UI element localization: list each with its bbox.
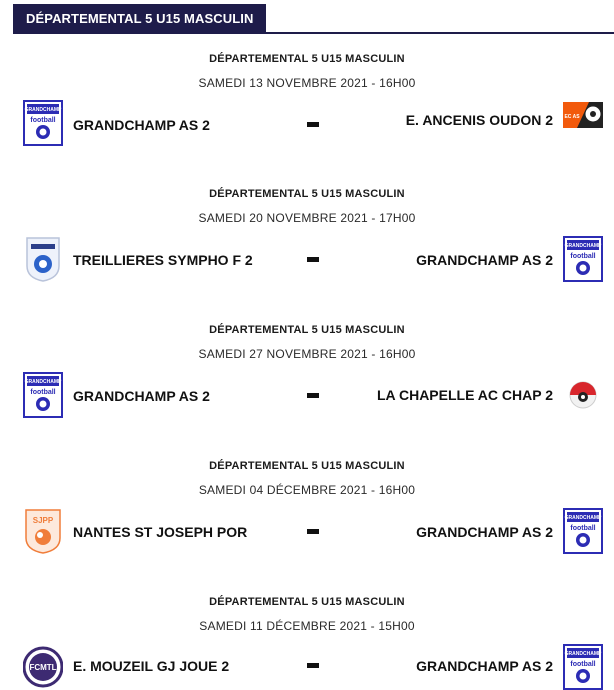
match-card[interactable] (0, 188, 614, 308)
home-team-name[interactable]: E. MOUZEIL GJ JOUE 2 (73, 658, 230, 674)
away-team-name[interactable]: GRANDCHAMP AS 2 (416, 252, 553, 268)
match-card[interactable] (0, 460, 614, 580)
fcmtl-logo-icon (23, 646, 63, 688)
match-datetime: SAMEDI 04 DÉCEMBRE 2021 - 16H00 (198, 483, 416, 497)
match-competition: DÉPARTEMENTAL 5 U15 MASCULIN (209, 596, 405, 608)
home-team-name[interactable]: GRANDCHAMP AS 2 (73, 117, 210, 133)
score-separator (307, 122, 319, 127)
score-separator (307, 257, 319, 262)
ancenis-logo-icon (563, 100, 603, 130)
home-team-name[interactable]: GRANDCHAMP AS 2 (73, 388, 210, 404)
match-competition: DÉPARTEMENTAL 5 U15 MASCULIN (209, 460, 405, 472)
match-card[interactable] (0, 53, 614, 173)
match-competition: DÉPARTEMENTAL 5 U15 MASCULIN (209, 188, 405, 200)
score-separator (307, 393, 319, 398)
la-chapelle-logo-icon (563, 379, 603, 411)
match-datetime: SAMEDI 20 NOVEMBRE 2021 - 17H00 (198, 211, 416, 225)
grandchamp-logo-icon (563, 508, 603, 554)
score-separator (307, 663, 319, 668)
home-team-name[interactable]: NANTES ST JOSEPH POR (73, 524, 248, 540)
match-competition: DÉPARTEMENTAL 5 U15 MASCULIN (209, 53, 405, 65)
logo-text: GRANDCHAMP (24, 107, 62, 113)
grandchamp-logo-icon (563, 236, 603, 282)
section-divider (13, 32, 614, 34)
grandchamp-logo-icon (563, 644, 603, 690)
logo-text: GRANDCHAMP (24, 379, 62, 385)
match-datetime: SAMEDI 11 DÉCEMBRE 2021 - 15H00 (199, 619, 415, 633)
logo-text: SJPP (32, 516, 54, 525)
match-competition: DÉPARTEMENTAL 5 U15 MASCULIN (209, 324, 405, 336)
grandchamp-logo-icon (23, 372, 63, 418)
away-team-name[interactable]: GRANDCHAMP AS 2 (416, 658, 553, 674)
score-separator (307, 529, 319, 534)
match-card[interactable] (0, 596, 614, 690)
match-card[interactable] (0, 324, 614, 444)
logo-text: EC AS (564, 114, 580, 120)
section-title: DÉPARTEMENTAL 5 U15 MASCULIN (13, 4, 266, 34)
match-datetime: SAMEDI 27 NOVEMBRE 2021 - 16H00 (198, 347, 416, 361)
treillieres-logo-icon (23, 236, 63, 282)
logo-text: football (30, 117, 56, 124)
logo-text: football (30, 389, 56, 396)
logo-text: football (570, 525, 596, 532)
logo-text: football (570, 661, 596, 668)
away-team-name[interactable]: LA CHAPELLE AC CHAP 2 (376, 387, 553, 403)
logo-text: GRANDCHAMP (564, 515, 602, 521)
grandchamp-logo-icon (23, 100, 63, 146)
logo-text: GRANDCHAMP (564, 243, 602, 249)
logo-text: FCMTL (29, 663, 57, 672)
logo-text: football (570, 253, 596, 260)
away-team-name[interactable]: E. ANCENIS OUDON 2 (405, 112, 553, 128)
nantes-st-joseph-logo-icon (23, 508, 63, 554)
home-team-name[interactable]: TREILLIERES SYMPHO F 2 (73, 252, 253, 268)
logo-text: GRANDCHAMP (564, 651, 602, 657)
away-team-name[interactable]: GRANDCHAMP AS 2 (416, 524, 553, 540)
match-datetime: SAMEDI 13 NOVEMBRE 2021 - 16H00 (198, 76, 416, 90)
section-header (0, 0, 614, 34)
